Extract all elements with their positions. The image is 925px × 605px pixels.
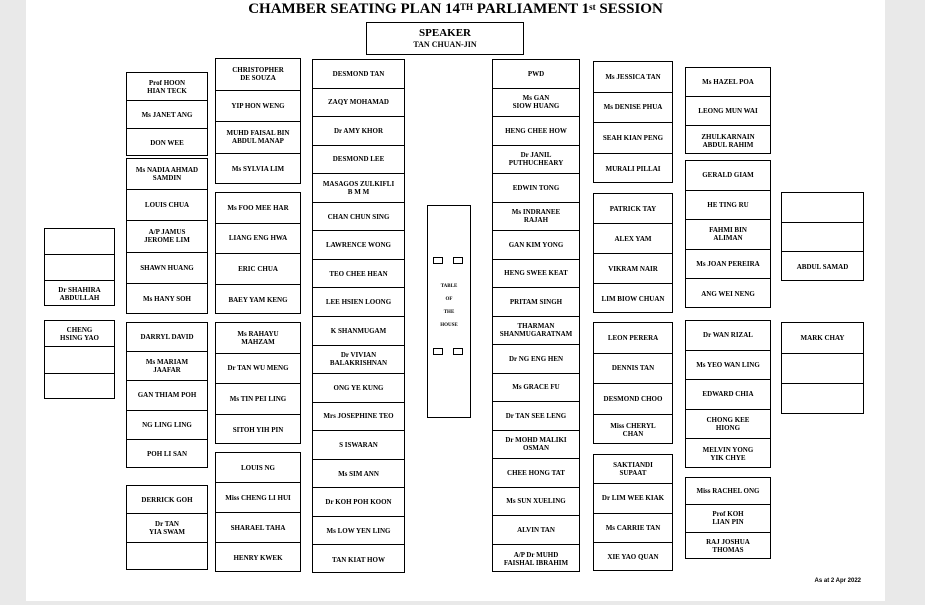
seat: Dr JANIL PUTHUCHEARY xyxy=(493,146,579,175)
seat: Prof HOON HIAN TECK xyxy=(127,73,207,101)
title-parliament: PARLIAMENT 1 xyxy=(473,1,590,17)
seat: Ms HANY SOH xyxy=(143,295,191,304)
seat-empty xyxy=(127,543,207,571)
seat-empty xyxy=(782,354,863,385)
seat: LOUIS CHUA xyxy=(127,190,207,221)
seat: CHEE HONG TAT xyxy=(493,459,579,488)
seat-block xyxy=(126,158,208,314)
seat: LAWRENCE WONG xyxy=(313,231,404,260)
seat: Ms GAN SIOW HUANG xyxy=(493,89,579,118)
seat: LIM BIOW CHUAN xyxy=(601,295,665,303)
seat: SEAH KIAN PENG xyxy=(594,123,672,154)
seat: Dr NG ENG HEN xyxy=(493,345,579,374)
seat: GAN THIAM POH xyxy=(127,381,207,410)
seat: ONG YE KUNG xyxy=(313,374,404,403)
seat: Ms FOO MEE HAR xyxy=(216,193,300,224)
seat: Miss RACHEL ONG xyxy=(686,478,770,505)
seat: GERALD GIAM xyxy=(686,161,770,191)
as-at-date: As at 2 Apr 2022 xyxy=(814,578,861,584)
seat: TAN KIAT HOW xyxy=(332,555,385,564)
seat: Dr MOHD MALIKI OSMAN xyxy=(493,431,579,460)
seat: Dr LIM WEE KIAK xyxy=(594,484,672,513)
seat: Ms LOW YEN LING xyxy=(313,517,404,546)
seat-empty xyxy=(45,347,114,373)
title-session: SESSION xyxy=(595,1,663,17)
title-superscript-th: TH xyxy=(460,2,474,12)
seat: PATRICK TAY xyxy=(594,194,672,224)
seat: Miss CHENG LI HUI xyxy=(216,483,300,513)
seat-block xyxy=(685,477,771,559)
seat-empty xyxy=(782,384,863,415)
speaker-box xyxy=(366,22,524,55)
seat: CHONG KEE HIONG xyxy=(686,410,770,440)
seat-block xyxy=(44,228,115,306)
seat: SAKTIANDI SUPAAT xyxy=(594,455,672,484)
seat: VIKRAM NAIR xyxy=(594,254,672,284)
seat-block xyxy=(215,192,301,314)
seat: CHRISTOPHER DE SOUZA xyxy=(216,59,300,91)
seat: HENG SWEE KEAT xyxy=(493,260,579,289)
table-marker-icon xyxy=(453,257,463,264)
seat-block xyxy=(215,322,301,444)
seat: LEONG MUN WAI xyxy=(686,97,770,126)
seat: Ms JANET ANG xyxy=(127,101,207,129)
seat: Dr KOH POH KOON xyxy=(313,488,404,517)
seat: K SHANMUGAM xyxy=(313,317,404,346)
seat: A/P Dr MUHD FAISHAL IBRAHIM xyxy=(503,550,569,567)
seat: ERIC CHUA xyxy=(216,254,300,285)
seat: Ms TIN PEI LING xyxy=(216,384,300,415)
title-main: CHAMBER SEATING PLAN 14 xyxy=(248,1,461,17)
seat-empty xyxy=(45,229,114,255)
speaker-name: TAN CHUAN-JIN xyxy=(413,40,477,49)
seat: DARRYL DAVID xyxy=(127,323,207,352)
seat-block xyxy=(781,322,864,414)
seat: DESMOND CHOO xyxy=(594,384,672,415)
seat: HENG CHEE HOW xyxy=(493,117,579,146)
seat-block xyxy=(685,67,771,154)
table-marker-icon xyxy=(433,348,443,355)
seat: LIANG ENG HWA xyxy=(216,224,300,255)
seat: Ms NADIA AHMAD SAMDIN xyxy=(127,159,207,190)
seat-block xyxy=(126,322,208,468)
seat: Dr VIVIAN BALAKRISHNAN xyxy=(313,346,404,375)
seat: Ms CARRIE TAN xyxy=(594,514,672,543)
seat: Prof KOH LIAN PIN xyxy=(686,505,770,532)
seat: HENRY KWEK xyxy=(233,554,283,562)
seat: MUHD FAISAL BIN ABDUL MANAP xyxy=(216,122,300,154)
seat-block xyxy=(312,59,405,573)
seat-empty xyxy=(45,374,114,400)
seat: DENNIS TAN xyxy=(594,354,672,385)
speaker-title: SPEAKER xyxy=(419,27,471,39)
seat: EDWARD CHIA xyxy=(686,380,770,410)
seat: Dr TAN WU MENG xyxy=(216,354,300,385)
seat: ALVIN TAN xyxy=(493,516,579,545)
seat: Ms INDRANEE RAJAH xyxy=(493,203,579,232)
seat: Dr TAN YIA SWAM xyxy=(127,514,207,542)
seat-block xyxy=(126,72,208,156)
seat: LEON PERERA xyxy=(594,323,672,354)
seat: RAJ JOSHUA THOMAS xyxy=(706,538,750,555)
seat: DON WEE xyxy=(150,139,184,147)
seat: Ms GRACE FU xyxy=(493,374,579,403)
table-of-the-house xyxy=(427,205,471,418)
seat: POH LI SAN xyxy=(146,450,188,459)
seat: ZHULKARNAIN ABDUL RAHIM xyxy=(701,132,755,149)
seat: Ms JOAN PEREIRA xyxy=(686,250,770,280)
seat: LEE HSIEN LOONG xyxy=(313,288,404,317)
table-marker-icon xyxy=(433,257,443,264)
seat-empty xyxy=(782,223,863,253)
seat: Miss CHERYL CHAN xyxy=(610,421,656,438)
seat: ANG WEI NENG xyxy=(701,290,755,299)
seat: MURALI PILLAI xyxy=(605,164,661,173)
seat-empty xyxy=(782,193,863,223)
seat-empty xyxy=(45,255,114,281)
seat-block xyxy=(126,485,208,570)
seat-block xyxy=(685,320,771,468)
seat: DESMOND LEE xyxy=(313,146,404,175)
seat: CHAN CHUN SING xyxy=(313,203,404,232)
seat: XIE YAO QUAN xyxy=(607,553,659,562)
seat: ZAQY MOHAMAD xyxy=(313,89,404,118)
seat: Ms HAZEL POA xyxy=(686,68,770,97)
seat: Dr AMY KHOR xyxy=(313,117,404,146)
seat: PWD xyxy=(493,60,579,89)
seat: SITOH YIH PIN xyxy=(232,425,284,434)
seat: MELVIN YONG YIK CHYE xyxy=(702,446,754,463)
seat: Ms RAHAYU MAHZAM xyxy=(216,323,300,354)
seat: Mrs JOSEPHINE TEO xyxy=(313,403,404,432)
seat: HE TING RU xyxy=(686,191,770,221)
seat-block xyxy=(44,320,115,399)
seat: ABDUL SAMAD xyxy=(796,263,849,272)
seat-block xyxy=(685,160,771,308)
seat: Dr WAN RIZAL xyxy=(686,321,770,351)
seat: Ms SYLVIA LIM xyxy=(231,165,285,174)
seat: MASAGOS ZULKIFLI B M M xyxy=(313,174,404,203)
seat: Ms JESSICA TAN xyxy=(594,62,672,93)
seat: CHENG HSING YAO xyxy=(45,321,114,347)
seat: S ISWARAN xyxy=(313,431,404,460)
seat-block xyxy=(215,58,301,184)
seat: YIP HON WENG xyxy=(216,91,300,123)
seat-block xyxy=(215,452,301,572)
seat: EDWIN TONG xyxy=(493,174,579,203)
seat: NG LING LING xyxy=(127,411,207,440)
seat: FAHMI BIN ALIMAN xyxy=(686,220,770,250)
seat-block xyxy=(593,61,673,183)
seat: Ms YEO WAN LING xyxy=(686,351,770,381)
seat: Ms DENISE PHUA xyxy=(594,93,672,124)
seat: SHARAEL TAHA xyxy=(216,513,300,543)
seat: ALEX YAM xyxy=(594,224,672,254)
seat: GAN KIM YONG xyxy=(493,231,579,260)
page-title xyxy=(26,0,885,20)
seat-block xyxy=(593,193,673,313)
seat: LOUIS NG xyxy=(216,453,300,483)
seat: Dr TAN SEE LENG xyxy=(493,402,579,431)
title-superscript-st: st xyxy=(589,2,596,12)
seat-block xyxy=(492,59,580,572)
seat-block xyxy=(781,192,864,281)
seat: TEO CHEE HEAN xyxy=(313,260,404,289)
seat: Ms SUN XUELING xyxy=(493,488,579,517)
seat: SHAWN HUANG xyxy=(127,253,207,284)
seat: Ms SIM ANN xyxy=(313,460,404,489)
seat: BAEY YAM KENG xyxy=(228,295,288,304)
seat: Ms MARIAM JAAFAR xyxy=(127,352,207,381)
seat-block xyxy=(593,322,673,444)
table-marker-icon xyxy=(453,348,463,355)
seat-block xyxy=(593,454,673,571)
table-label: TABLE OF THE HOUSE xyxy=(440,284,458,328)
seat: THARMAN SHANMUGARATNAM xyxy=(493,317,579,346)
seating-plan-page xyxy=(26,0,885,601)
seat: Dr SHAHIRA ABDULLAH xyxy=(58,286,101,302)
seat: DESMOND TAN xyxy=(313,60,404,89)
seat: MARK CHAY xyxy=(782,323,863,354)
seat: DERRICK GOH xyxy=(127,486,207,514)
seat: A/P JAMUS JEROME LIM xyxy=(127,221,207,252)
seat: PRITAM SINGH xyxy=(493,288,579,317)
